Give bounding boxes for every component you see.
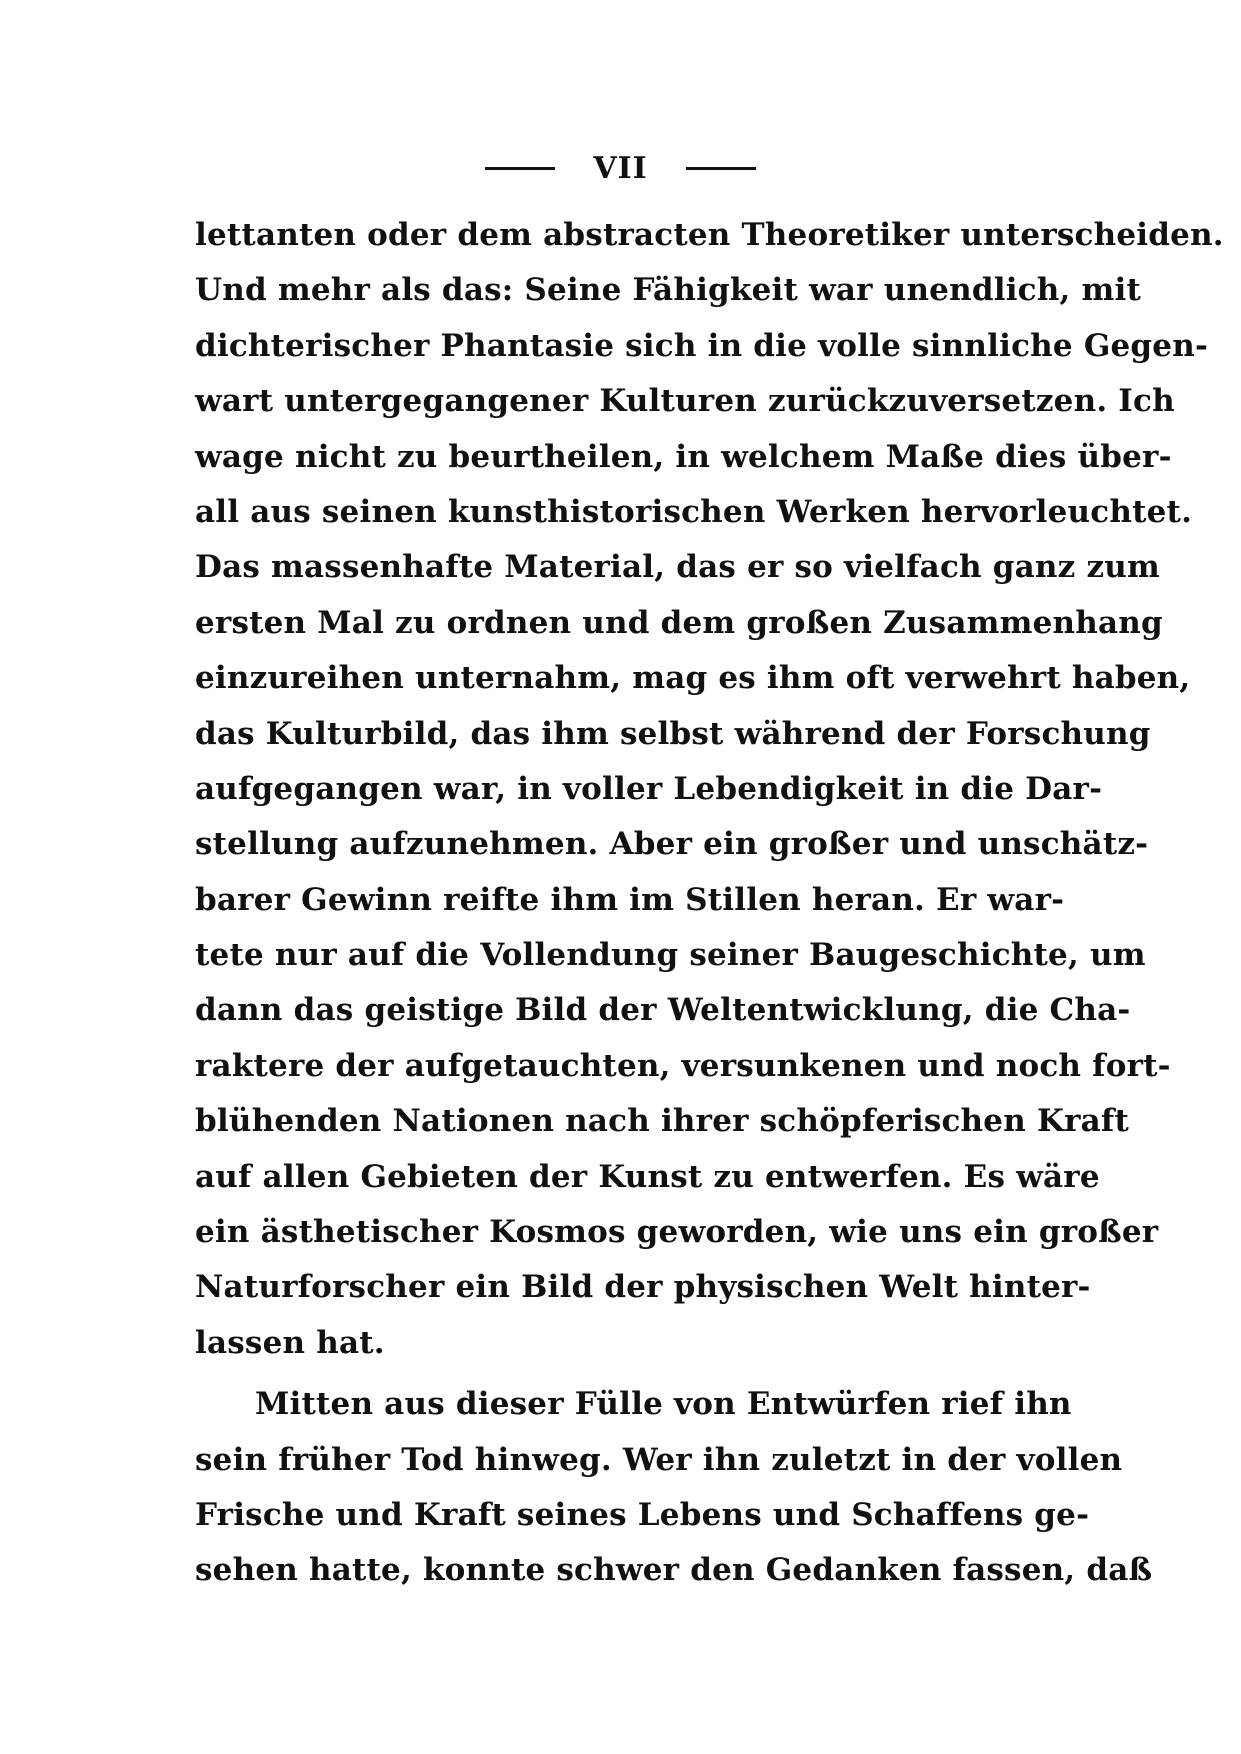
text-line: all aus seinen kunsthistorischen Werken hervorleuchtet.	[195, 493, 1193, 530]
header-rule-right	[686, 167, 756, 170]
text-line: wage nicht zu beurtheilen, in welchem Maße dies über-	[195, 438, 1172, 475]
header-rule-left	[485, 167, 555, 170]
text-line: aufgegangen war, in voller Lebendigkeit in die Dar-	[195, 770, 1103, 807]
text-line: ein ästhetischer Kosmos geworden, wie uns ein großer	[195, 1214, 1159, 1251]
text-line: tete nur auf die Vollendung seiner Baugeschichte, um	[195, 937, 1146, 974]
text-line: auf allen Gebieten der Kunst zu entwerfen. Es wäre	[195, 1158, 1100, 1195]
text-line: Frische und Kraft seines Lebens und Schaffens ge-	[195, 1496, 1090, 1533]
text-line: Das massenhafte Material, das er so vielfach ganz zum	[195, 549, 1161, 586]
text-line: wart untergegangener Kulturen zurückzuversetzen. Ich	[195, 383, 1175, 420]
text-line: sehen hatte, konnte schwer den Gedanken fassen, daß	[195, 1552, 1153, 1589]
text-line: ersten Mal zu ordnen und dem großen Zusammenhang	[195, 604, 1163, 641]
text-line: Naturforscher ein Bild der physischen Welt hinter-	[195, 1269, 1091, 1306]
text-line: lassen hat.	[195, 1324, 385, 1361]
text-line: Und mehr als das: Seine Fähigkeit war unendlich, mit	[195, 272, 1141, 309]
paragraph	[195, 1377, 1153, 1599]
text-line: das Kulturbild, das ihm selbst während der Forschung	[195, 715, 1151, 752]
text-line: stellung aufzunehmen. Aber ein großer und unschätz-	[195, 826, 1149, 863]
paragraph	[195, 208, 1224, 1371]
text-line: barer Gewinn reifte ihm im Stillen heran. Er war-	[195, 881, 1065, 918]
text-line: blühenden Nationen nach ihrer schöpferischen Kraft	[195, 1103, 1129, 1140]
page-number: VII	[593, 150, 648, 186]
text-line: lettanten oder dem abstracten Theoretiker unterscheiden.	[195, 217, 1224, 253]
body-text	[195, 208, 1224, 1599]
text-line: dann das geistige Bild der Weltentwicklung, die Cha-	[195, 992, 1131, 1029]
text-line: raktere der aufgetauchten, versunkenen und noch fort-	[195, 1047, 1171, 1084]
text-line: Mitten aus dieser Fülle von Entwürfen rief ihn	[255, 1386, 1072, 1423]
text-line: einzureihen unternahm, mag es ihm oft verwehrt haben,	[195, 660, 1191, 697]
text-line: dichterischer Phantasie sich in die volle sinnliche Gegen-	[195, 327, 1209, 364]
page-header	[0, 148, 1241, 188]
text-line: sein früher Tod hinweg. Wer ihn zuletzt in der vollen	[195, 1441, 1123, 1478]
